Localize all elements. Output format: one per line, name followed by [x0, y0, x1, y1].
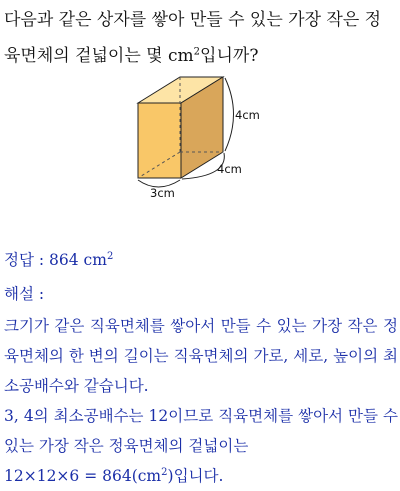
- height-label: 4cm: [235, 108, 260, 122]
- answer-line: [4, 248, 113, 270]
- question-line-2-suffix: 입니까?: [200, 46, 259, 66]
- question-text: [4, 2, 398, 74]
- depth-label: 4cm: [217, 162, 242, 176]
- answer-label: 정답 :: [4, 251, 50, 269]
- answer-unit: cm: [78, 251, 107, 269]
- cuboid-front-face: [138, 103, 181, 178]
- question-line-1: 다음과 같은 상자를 쌓아 만들 수 있는 가장 작은 정: [4, 10, 382, 30]
- question-unit: cm: [168, 46, 194, 66]
- solution-expression: 12×12×6 = 864(cm: [4, 467, 162, 485]
- box-figure: [128, 72, 272, 200]
- solution-suffix: )입니다.: [167, 467, 224, 485]
- width-label: 3cm: [150, 186, 175, 200]
- solution-paragraph-1: 크기가 같은 직육면체를 쌓아서 만들 수 있는 가장 작은 정육면체의 한 변의 길이는 직육면체의 가로, 세로, 높이의 최소공배수와 같습니다.: [4, 317, 398, 395]
- answer-value: 864: [49, 251, 79, 269]
- solution-expression-sup: 2: [161, 466, 168, 478]
- answer-unit-sup: 2: [106, 250, 114, 262]
- solution-label: 해설 :: [4, 285, 45, 303]
- solution-paragraph-3: [4, 461, 398, 491]
- solution-paragraph-2: 3, 4의 최소공배수는 12이므로 직육면체를 쌓아서 만들 수 있는 가장 작은 정육면체의 겉넓이는: [4, 407, 398, 455]
- question-line-2-prefix: 육면체의 겉넓이는 몇: [4, 46, 169, 66]
- solution-body: [4, 311, 398, 491]
- height-dimension-arc: [225, 78, 234, 151]
- question-unit-sup: 2: [193, 46, 201, 58]
- cuboid-diagram: [128, 72, 272, 200]
